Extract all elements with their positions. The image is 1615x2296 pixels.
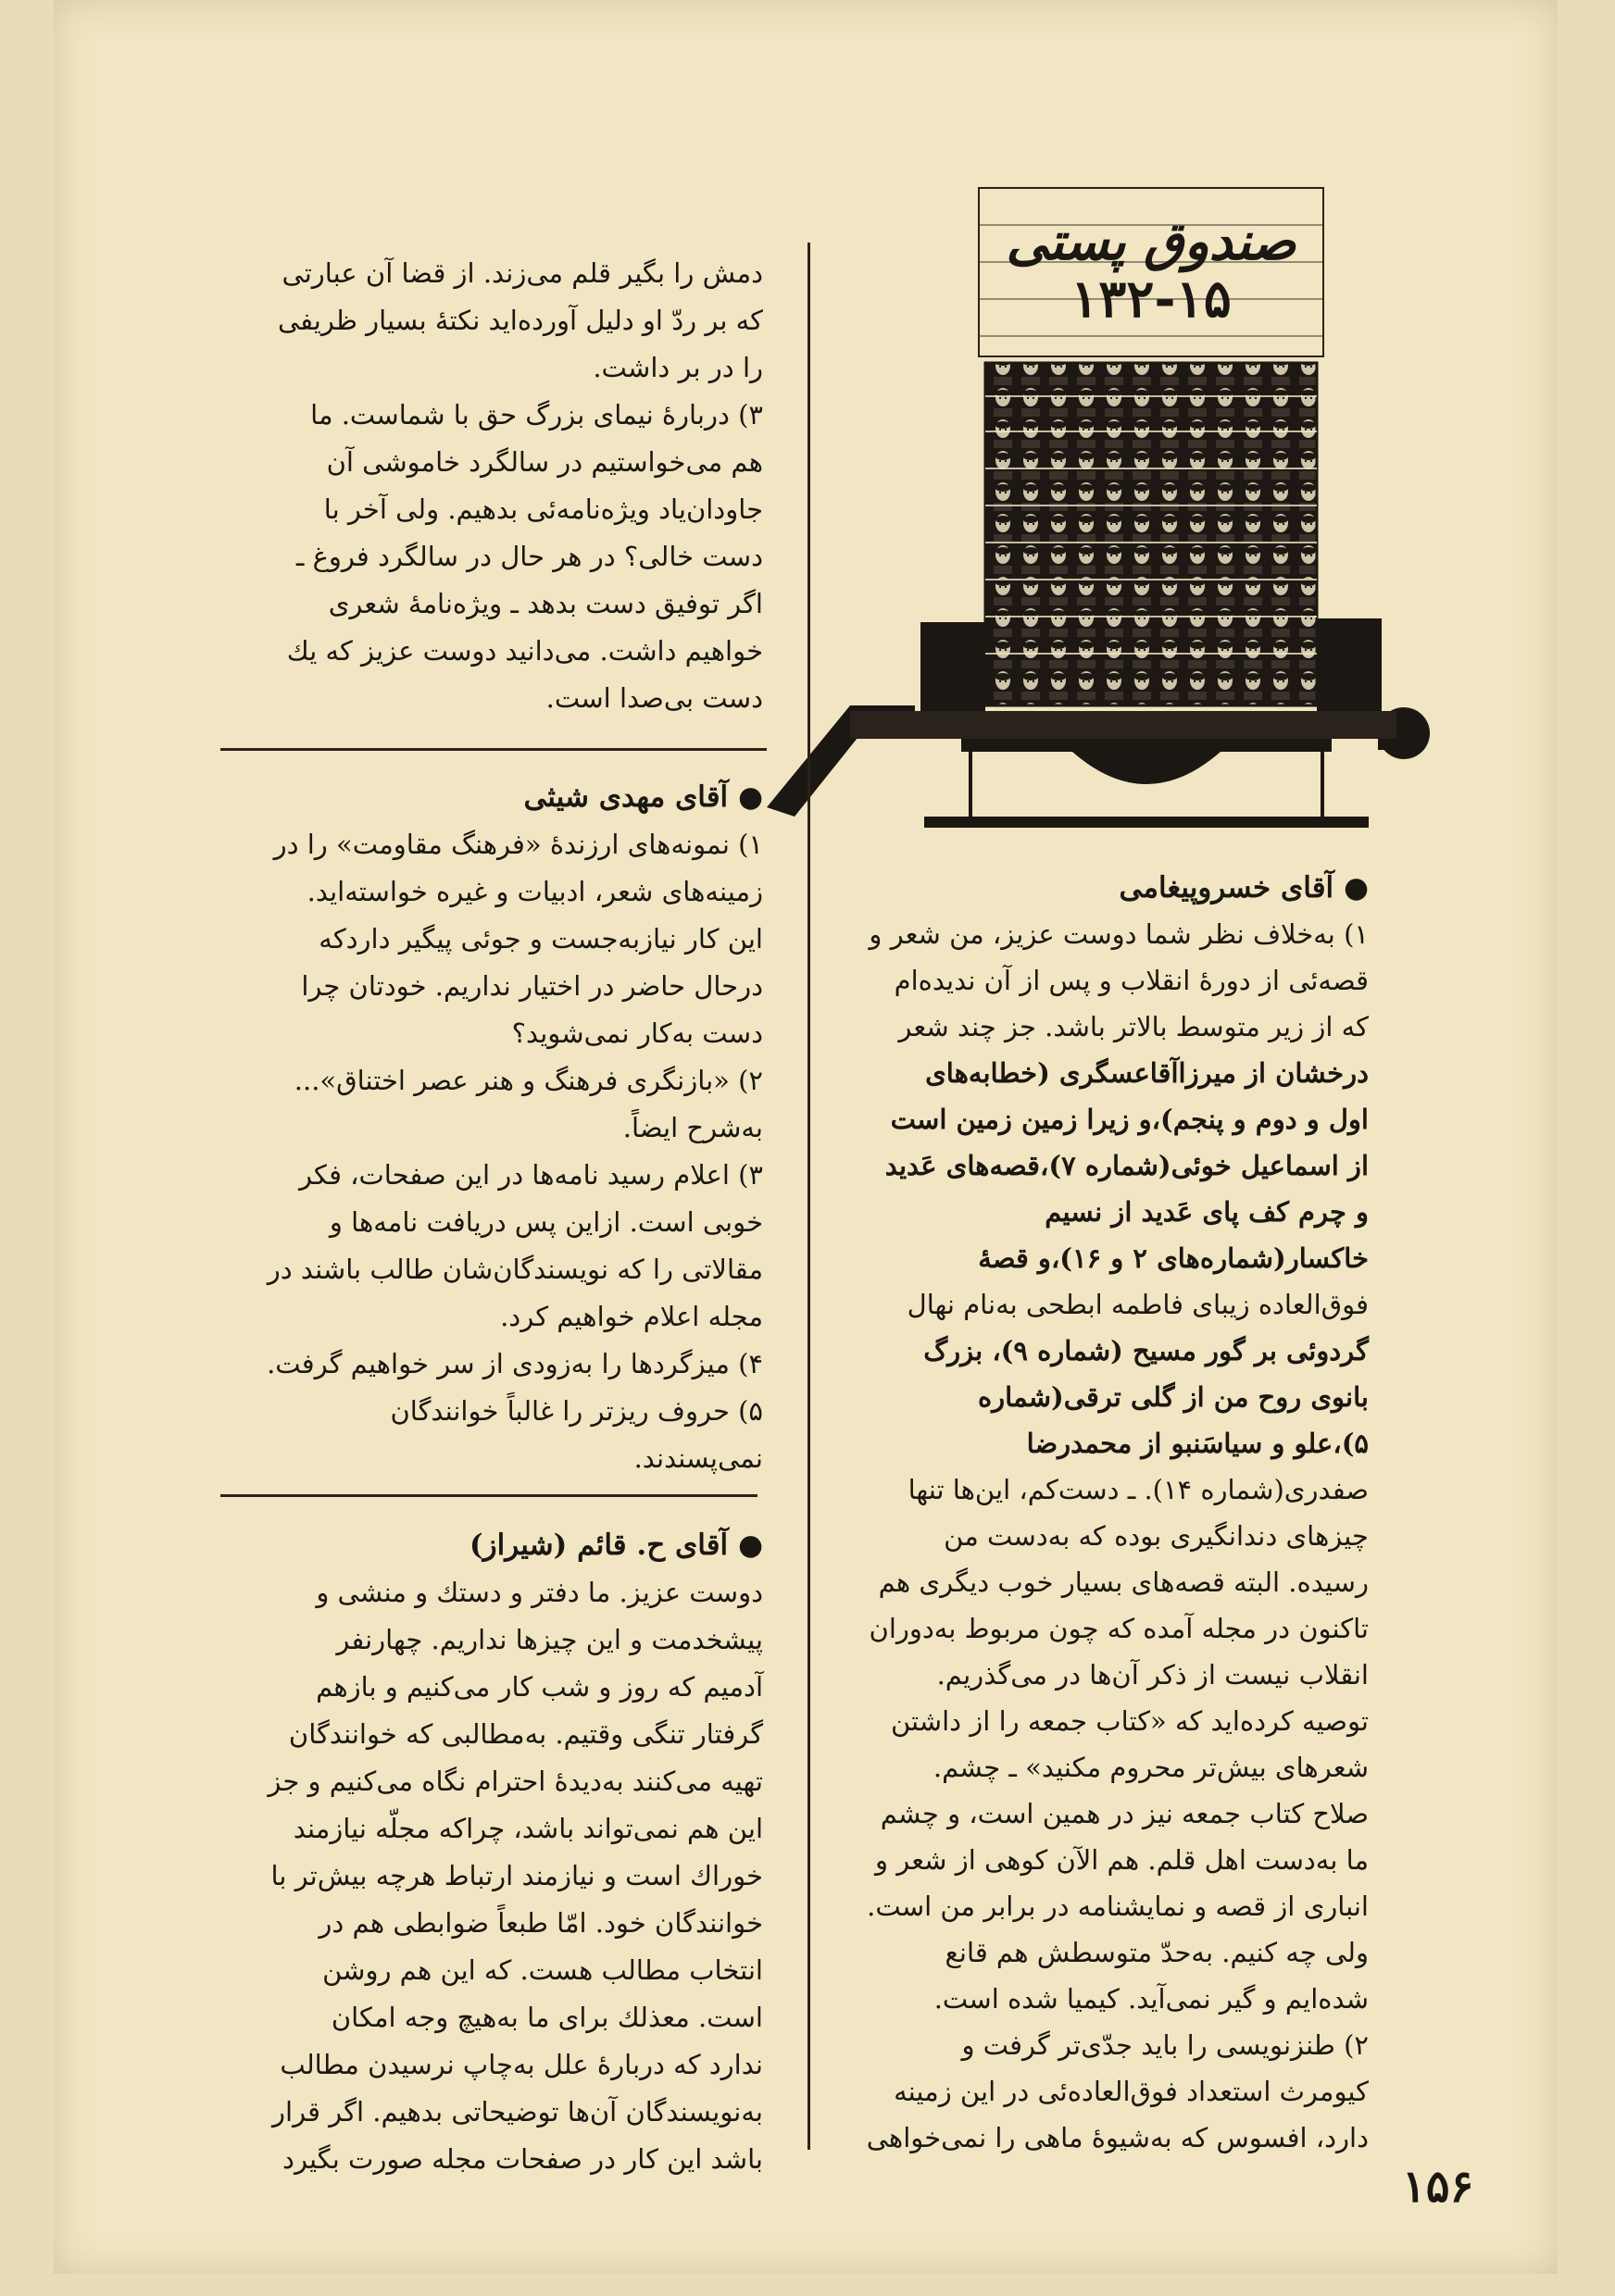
text-line: نمی‌پسندند. — [633, 1442, 763, 1474]
entry-shishi — [256, 774, 763, 1482]
text-line: را در بر داشت. — [593, 352, 763, 383]
section-title: صندوق پستی — [1006, 211, 1296, 272]
page-number: ۱۵۶ — [1402, 2161, 1474, 2213]
text-line: مجله اعلام خواهیم کرد. — [500, 1301, 763, 1332]
text-line: ۳) دربارهٔ نیمای بزرگ حق با شماست. ما — [310, 399, 763, 430]
text-line: جاودان‌یاد ویژه‌نامه‌ئی بدهیم. ولی آخر با — [323, 493, 763, 525]
text-line: دست خالی؟ در هر حال در سالگرد فروغ ـ — [295, 541, 763, 572]
text-line: و چرم کف پای عَدید از نسیم — [1045, 1196, 1369, 1228]
divider-2 — [220, 1494, 757, 1497]
entry-heading: ● آقای مهدی شیثی — [523, 780, 763, 814]
text-line: خاکسار(شماره‌های ۲ و ۱۶)،و قصهٔ — [978, 1242, 1369, 1274]
text-line: ولی چه کنیم. به‌حدّ متوسطش هم قانع — [945, 1937, 1369, 1968]
text-line: ۵)،علو و سیاسَنبو از محمدرضا — [1026, 1428, 1369, 1459]
text-line: که بر ردّ او دلیل آورده‌اید نکتهٔ بسیار ظریفی — [277, 305, 763, 336]
text-line: صفدری(شماره ۱۴). ـ دست‌کم، این‌ها تنها — [908, 1474, 1369, 1505]
entry-qaem — [256, 1522, 763, 2183]
type-basket — [1072, 752, 1221, 784]
divider-1 — [220, 748, 767, 751]
text-line: چیزهای دندانگیری بوده که به‌دست من — [944, 1520, 1369, 1552]
text-line: است. معذلك برای ما به‌هیچ وجه امکان — [331, 2002, 763, 2033]
text-line: خواهیم داشت. می‌دانید دوست عزیز که یك — [286, 635, 763, 667]
text-line: آدمیم که روز و شب کار می‌کنیم و بازهم — [316, 1671, 763, 1703]
text-line: مقالاتی را که نویسندگان‌شان طالب باشند در — [267, 1254, 763, 1285]
text-line: این کار نیازبه‌جست و جوئی پیگیر داردکه — [319, 923, 763, 955]
text-line: ۴) میزگردها را به‌زودی از سر خواهیم گرفت. — [267, 1348, 763, 1379]
carriage-bar — [850, 711, 1396, 739]
text-line: زمینه‌های شعر، ادبیات و غیره خواسته‌اید. — [307, 876, 763, 907]
typewriter-base — [961, 739, 1332, 752]
text-line: انقلاب نیست از ذکر آن‌ها در می‌گذریم. — [936, 1659, 1369, 1691]
text-line: درخشان از میرزاآقاعسگری (خطابه‌های — [925, 1057, 1369, 1089]
text-line: پیشخدمت و این چیزها نداریم. چهارنفر — [336, 1624, 763, 1655]
entry-heading: ● آقای خسروپیغامی — [1119, 871, 1369, 905]
text-line: ۲) طنزنویسی را باید جدّی‌تر گرفت و — [961, 2029, 1369, 2061]
text-line: دست بی‌صدا است. — [545, 682, 763, 714]
text-line: درحال حاضر در اختیار نداریم. خودتان چرا — [301, 970, 763, 1002]
text-line: اگر توفیق دست بدهد ـ ویژه‌نامهٔ شعری — [328, 588, 763, 619]
text-line: رسیده. البته قصه‌های بسیار خوب دیگری هم — [878, 1566, 1369, 1598]
text-line: ۲) «بازنگری فرهنگ و هنر عصر اختناق»... — [294, 1065, 763, 1096]
text-line: از اسماعیل خوئی(شماره ۷)،قصه‌های عَدید — [884, 1150, 1369, 1181]
text-line: شعرهای بیش‌تر محروم مکنید» ـ چشم. — [933, 1752, 1369, 1783]
text-line: دست به‌کار نمی‌شوید؟ — [511, 1017, 763, 1049]
magazine-page — [54, 0, 1558, 2274]
text-line: ندارد که دربارهٔ علل به‌چاپ نرسیدن مطالب — [280, 2049, 763, 2080]
entry-heading: ● آقای ح. قائم (شیراز) — [469, 1529, 763, 1562]
text-line: کیومرث استعداد فوق‌العاده‌ئی در این زمینه — [894, 2076, 1369, 2107]
typewriter-crowd-illustration — [739, 354, 1452, 835]
text-line: باشد این کار در صفحات مجله صورت بگیرد — [282, 2143, 763, 2175]
text-line: انتخاب مطالب هست. که این هم روشن — [322, 1954, 763, 1986]
text-line: اول و دوم و پنجم)،و زیرا زمین زمین است — [890, 1104, 1369, 1135]
text-line: ۵) حروف ریزتر را غالباً خوانندگان — [390, 1395, 763, 1427]
text-line: خوبی است. ازاین پس دریافت نامه‌ها و — [329, 1206, 763, 1238]
text-line: تهیه می‌کنند به‌دیدهٔ احترام نگاه می‌کنیم و جز — [268, 1766, 763, 1797]
text-line: انباری از قصه و نمایشنامه در برابر من است. — [867, 1890, 1369, 1922]
section-code: ۱۳۲-۱۵ — [1070, 268, 1232, 330]
left-column-top — [256, 250, 763, 722]
header-sign — [978, 187, 1324, 357]
text-line: به‌نویسندگان آن‌ها توضیحاتی بدهیم. اگر قرار — [272, 2096, 763, 2128]
entry-khosrow — [850, 865, 1369, 2161]
text-line: صلاح کتاب جمعه نیز در همین است، و چشم — [880, 1798, 1369, 1829]
text-line: ۱) نمونه‌های ارزندهٔ «فرهنگ مقاومت» را در — [273, 829, 763, 860]
text-line: گرفتار تنگی وقتیم. به‌مطالبی که خوانندگان — [288, 1718, 763, 1750]
platen-left — [920, 622, 985, 724]
text-line: ۳) اعلام رسید نامه‌ها در این صفحات، فکر — [299, 1159, 763, 1191]
text-line: این هم نمی‌تواند باشد، چراکه مجلّه نیازمند — [293, 1813, 763, 1844]
text-line: خوراك است و نیازمند ارتباط هرچه بیش‌تر با — [270, 1860, 763, 1891]
text-line: قصه‌ئی از دورهٔ انقلاب و پس از آن ندیده‌ام — [894, 965, 1369, 996]
text-line: که از زیر متوسط بالاتر باشد. جز چند شعر — [898, 1011, 1369, 1042]
text-line: ۱) به‌خلاف نظر شما دوست عزیز، من شعر و — [869, 918, 1369, 950]
text-line: ما به‌دست اهل قلم. هم الآن کوهی از شعر و — [874, 1844, 1369, 1876]
text-line: گردوئی بر گور مسیح (شماره ۹)، بزرگ — [923, 1335, 1369, 1366]
text-line: توصیه کرده‌اید که «کتاب جمعه را از داشتن — [890, 1705, 1369, 1737]
text-line: خوانندگان خود. امّا طبعاً ضوابطی هم در — [319, 1907, 763, 1939]
text-line: بانوی روح من از گلی ترقی(شماره — [977, 1381, 1369, 1413]
text-line: شده‌ایم و گیر نمی‌آید. کیمیا شده است. — [933, 1983, 1369, 2015]
text-line: تاکنون در مجله آمده که چون مربوط به‌دوران — [869, 1613, 1369, 1644]
text-line: هم می‌خواستیم در سالگرد خاموشی آن — [326, 446, 763, 478]
text-line: دوست عزیز. ما دفتر و دستك و منشی و — [316, 1577, 763, 1608]
text-line: به‌شرح ایضاً. — [622, 1112, 763, 1143]
column-divider — [808, 243, 810, 2150]
platen-right — [1317, 618, 1382, 720]
text-line: دمش را بگیر قلم می‌زند. از قضا آن عبارتی — [282, 257, 763, 289]
text-line: دارد، افسوس که به‌شیوهٔ ماهی را نمی‌خواهی — [866, 2122, 1369, 2153]
text-line: فوق‌العاده زیبای فاطمه ابطحی به‌نام نهال — [907, 1289, 1369, 1320]
